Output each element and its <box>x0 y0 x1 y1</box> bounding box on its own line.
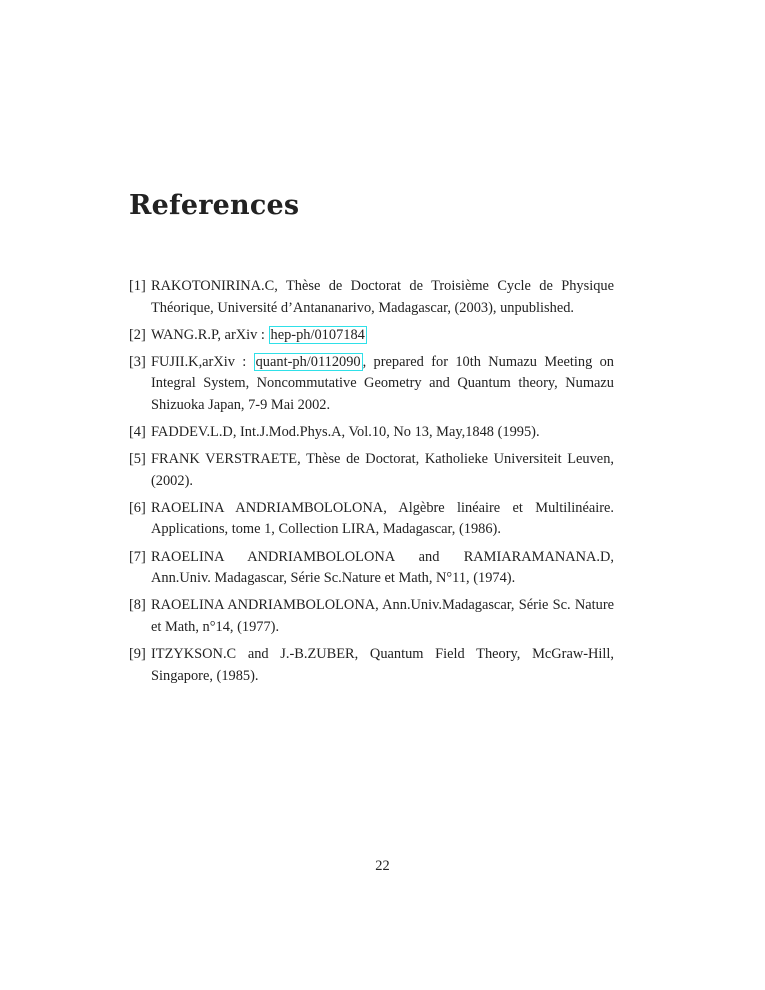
reference-item <box>129 325 614 347</box>
reference-text-segment: RAOELINA ANDRIAMBOLOLONA, Algèbre linéaire et Multilinéaire. Applications, tome 1, Collection LIRA, Madagascar, (1986). <box>151 499 614 538</box>
reference-item <box>129 276 614 319</box>
reference-item <box>129 644 614 687</box>
reference-text-segment: ITZYKSON.C and J.-B.ZUBER, Quantum Field Theory, McGraw-Hill, Singapore, (1985). <box>151 645 614 684</box>
reference-text-segment: RAOELINA ANDRIAMBOLOLONA, Ann.Univ.Madagascar, Série Sc. Nature et Math, n°14, (1977). <box>151 597 614 635</box>
references-heading: References <box>129 190 300 221</box>
reference-text <box>151 451 614 489</box>
reference-text-segment: FUJII.K,arXiv : <box>151 353 254 370</box>
reference-item <box>129 449 614 492</box>
reference-number: [3] <box>129 353 146 370</box>
reference-number: [4] <box>129 424 146 441</box>
reference-number: [2] <box>129 326 146 343</box>
reference-list <box>129 276 614 693</box>
reference-text-segment: RAOELINA ANDRIAMBOLOLONA and RAMIARAMANANA.D, Ann.Univ. Madagascar, Série Sc.Nature et Math, N°11, (1974). <box>151 548 614 587</box>
reference-item <box>129 547 614 590</box>
page-number: 22 <box>375 858 390 874</box>
reference-number: [5] <box>129 451 146 468</box>
reference-item <box>129 422 614 444</box>
reference-text <box>151 278 614 316</box>
reference-text <box>151 549 614 587</box>
reference-text <box>151 326 367 344</box>
reference-text <box>151 424 540 440</box>
reference-number: [1] <box>129 278 146 294</box>
reference-text <box>151 597 614 635</box>
reference-number: [8] <box>129 597 146 614</box>
reference-text-segment: WANG.R.P, arXiv : <box>151 326 269 343</box>
reference-number: [6] <box>129 499 146 516</box>
reference-number: [7] <box>129 548 146 565</box>
arxiv-link[interactable]: quant-ph/0112090 <box>255 353 361 370</box>
reference-text <box>151 500 614 538</box>
reference-item <box>129 498 614 541</box>
reference-text <box>151 353 614 413</box>
reference-item <box>129 595 614 638</box>
reference-text-segment: , prepared for 10th Numazu Meeting on Integral System, Noncommutative Geometry and Quantum theory, Numazu Shizuoka Japan, 7-9 Mai 2002. <box>151 353 614 413</box>
arxiv-link[interactable]: hep-ph/0107184 <box>270 326 365 343</box>
reference-text-segment: FRANK VERSTRAETE, Thèse de Doctorat, Katholieke Universiteit Leuven, (2002). <box>151 451 614 489</box>
reference-number: [9] <box>129 645 146 662</box>
reference-text-segment: FADDEV.L.D, Int.J.Mod.Phys.A, Vol.10, No 13, May,1848 (1995). <box>151 424 540 441</box>
reference-text <box>151 646 614 684</box>
reference-item <box>129 352 614 417</box>
reference-text-segment: RAKOTONIRINA.C, Thèse de Doctorat de Troisième Cycle de Physique Théorique, Université d’Antananarivo, Madagascar, (2003), unpublished. <box>151 278 614 316</box>
